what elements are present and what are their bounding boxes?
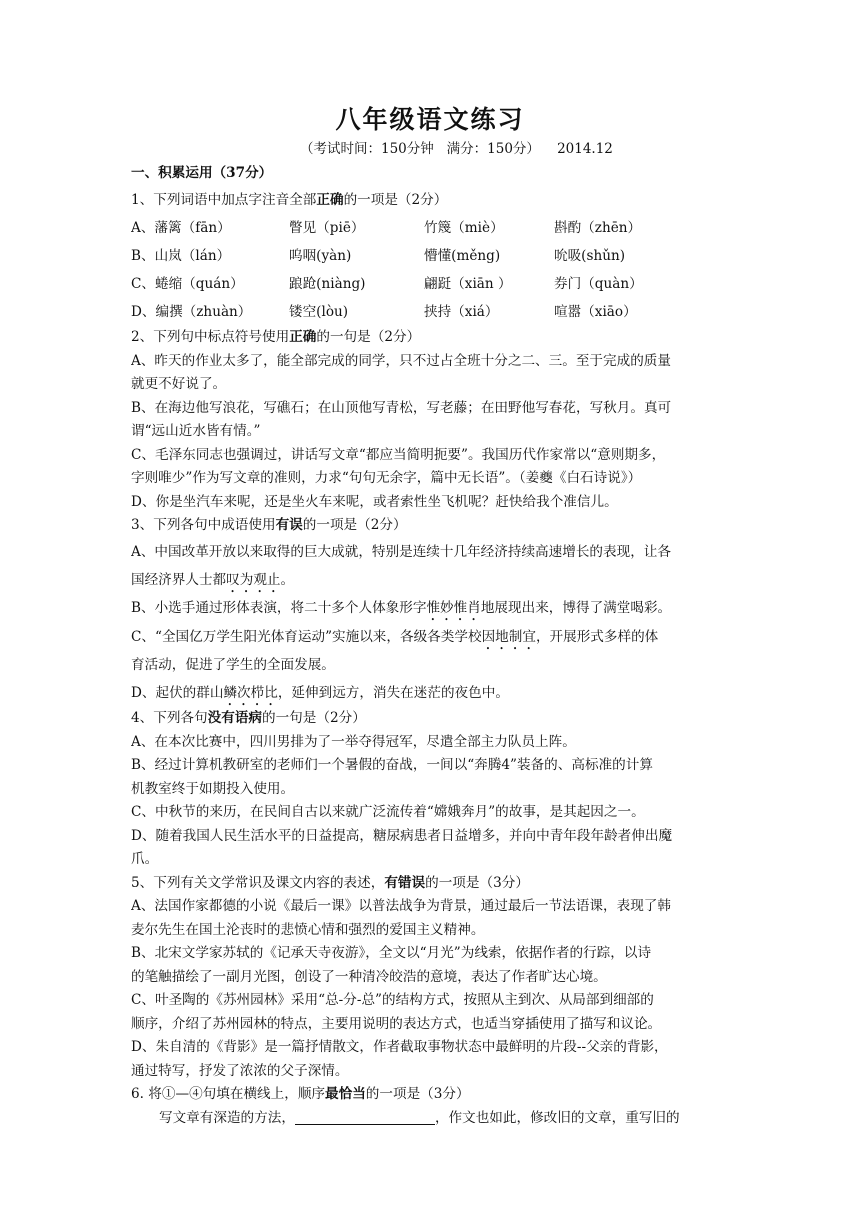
question-5-line: 顺序，介绍了苏州园林的特点，主要用说明的表达方式，也适当穿插使用了描写和议论。 [131, 1015, 662, 1032]
question-1-option-a: A、藩篱（fān） 瞥见（piē） 竹篾（miè） 斟酌（zhēn） [131, 219, 642, 236]
question-4-line: 爪。 [131, 851, 159, 868]
page-title: 八年级语文练习 [335, 105, 525, 134]
question-2-line: C、毛泽东同志也强调过，讲话写文章“都应当简明扼要”。我国历代作家常以“意则期多， [131, 446, 666, 463]
question-2-line: D、你是坐汽车来呢，还是坐火车来呢，或者索性坐飞机呢？赶快给我个准信儿。 [131, 493, 618, 510]
section-heading: 一、积累运用（37分） [131, 165, 273, 181]
question-3-stem: 3、下列各句中成语使用有误的一项是（2分） [131, 517, 407, 534]
answer-blank[interactable] [295, 1108, 435, 1125]
dotted-idiom: 叹为观止 [226, 572, 281, 589]
question-3-line: 育活动，促进了学生的全面发展。 [131, 656, 335, 673]
question-1-stem: 1、下列词语中加点字注音全部正确的一项是（2分） [131, 191, 448, 208]
question-4-line: A、在本次比赛中，四川男排为了一举夺得冠军，尽遣全部主力队员上阵。 [131, 733, 576, 750]
question-2-line: B、在海边他写浪花，写礁石；在山顶他写青松，写老藤；在田野他写春花，写秋月。真可 [131, 399, 672, 416]
question-3-line: C、“全国亿万学生阳光体育运动”实施以来，各级各类学校因地制宜，开展形式多样的体 [131, 628, 659, 645]
question-1-option-b: B、山岚（lán） 呜咽(yàn) 懵懂(měng) 吮吸(shǔn) [131, 247, 626, 264]
question-5-line: 通过特写，抒发了浓浓的父子深情。 [131, 1062, 349, 1079]
question-4-line: 机教室终于如期投入使用。 [131, 780, 295, 797]
question-1-option-c: C、蜷缩（quán） 踉跄(niàng) 翩跹（xiān ） 券门（quàn） [131, 276, 643, 293]
question-2-line: 谓“远山近水皆有情。” [131, 423, 261, 440]
dotted-idiom: 因地制宜 [481, 628, 536, 645]
question-6-stem: 6. 将①—④句填在横线上，顺序最恰当的一项是（3分） [131, 1086, 470, 1103]
question-5-line: D、朱自清的《背影》是一篇抒情散文，作者截取事物状态中最鲜明的片段--父亲的背影， [131, 1039, 668, 1056]
question-6-text: 写文章有深造的方法， ，作文也如此，修改旧的文章，重写旧的 [159, 1109, 680, 1126]
question-4-stem: 4、下列各句没有语病的一句是（2分） [131, 710, 366, 727]
question-2-line: 字则唯少”作为写文章的准则，力求“句句无余字，篇中无长语”。（姜夔《白石诗说》） [131, 470, 642, 487]
question-2-line: A、昨天的作业太多了，能全部完成的同学，只不过占全班十分之二、三。至于完成的质量 [131, 352, 671, 369]
question-5-stem: 5、下列有关文学常识及课文内容的表述，有错误的一项是（3分） [131, 874, 529, 891]
question-5-line: 的笔触描绘了一副月光图，创设了一种清冷皎浩的意境，表达了作者旷达心境。 [131, 968, 607, 985]
question-5-line: B、北宋文学家苏轼的《记承天寺夜游》，全文以“月光”为线索，依据作者的行踪，以诗 [131, 945, 652, 962]
question-3-line: D、起伏的群山鳞次栉比，延伸到远方，消失在迷茫的夜色中。 [131, 684, 509, 701]
dotted-idiom: 鳞次栉比 [223, 684, 278, 701]
question-1-option-d: D、编撰（zhuàn） 镂空(lòu) 挟持（xiá） 喧嚣（xiāo） [131, 304, 637, 321]
question-2-stem: 2、下列句中标点符号使用正确的一句是（2分） [131, 329, 421, 346]
question-5-line: A、法国作家都德的小说《最后一课》以普法战争为背景，通过最后一节法语课，表现了韩 [131, 898, 671, 915]
exam-content [131, 162, 731, 1130]
question-3-line: B、小选手通过形体表演，将二十多个人体象形字惟妙惟肖地展现出来，博得了满堂喝彩。 [131, 600, 672, 617]
question-2-line: 就更不好说了。 [131, 376, 227, 393]
question-3-line: A、中国改革开放以来取得的巨大成就，特别是连续十几年经济持续高速增长的表现，让各 [131, 543, 671, 560]
question-5-line: 麦尔先生在国土沦丧时的悲愤心情和强烈的爱国主义精神。 [131, 921, 485, 938]
question-4-line: D、随着我国人民生活水平的日益提高，糖尿病患者日益增多，并向中青年段年龄者伸出魔 [131, 827, 673, 844]
question-5-line: C、叶圣陶的《苏州园林》采用“总-分-总”的结构方式，按照从主到次、从局部到细部的 [131, 992, 654, 1009]
question-4-line: C、中秋节的来历，在民间自古以来就广泛流传着“嫦娥奔月”的故事，是其起因之一。 [131, 804, 645, 821]
question-4-line: B、经过计算机教研室的老师们一个暑假的奋战，一间以“奔腾4”装备的、高标准的计算 [131, 757, 653, 774]
question-3-line: 国经济界人士都叹为观止。 [131, 572, 295, 589]
dotted-idiom: 惟妙惟肖 [426, 600, 481, 617]
exam-info: （考试时间：150分钟 满分：150分） 2014.12 [300, 141, 613, 157]
